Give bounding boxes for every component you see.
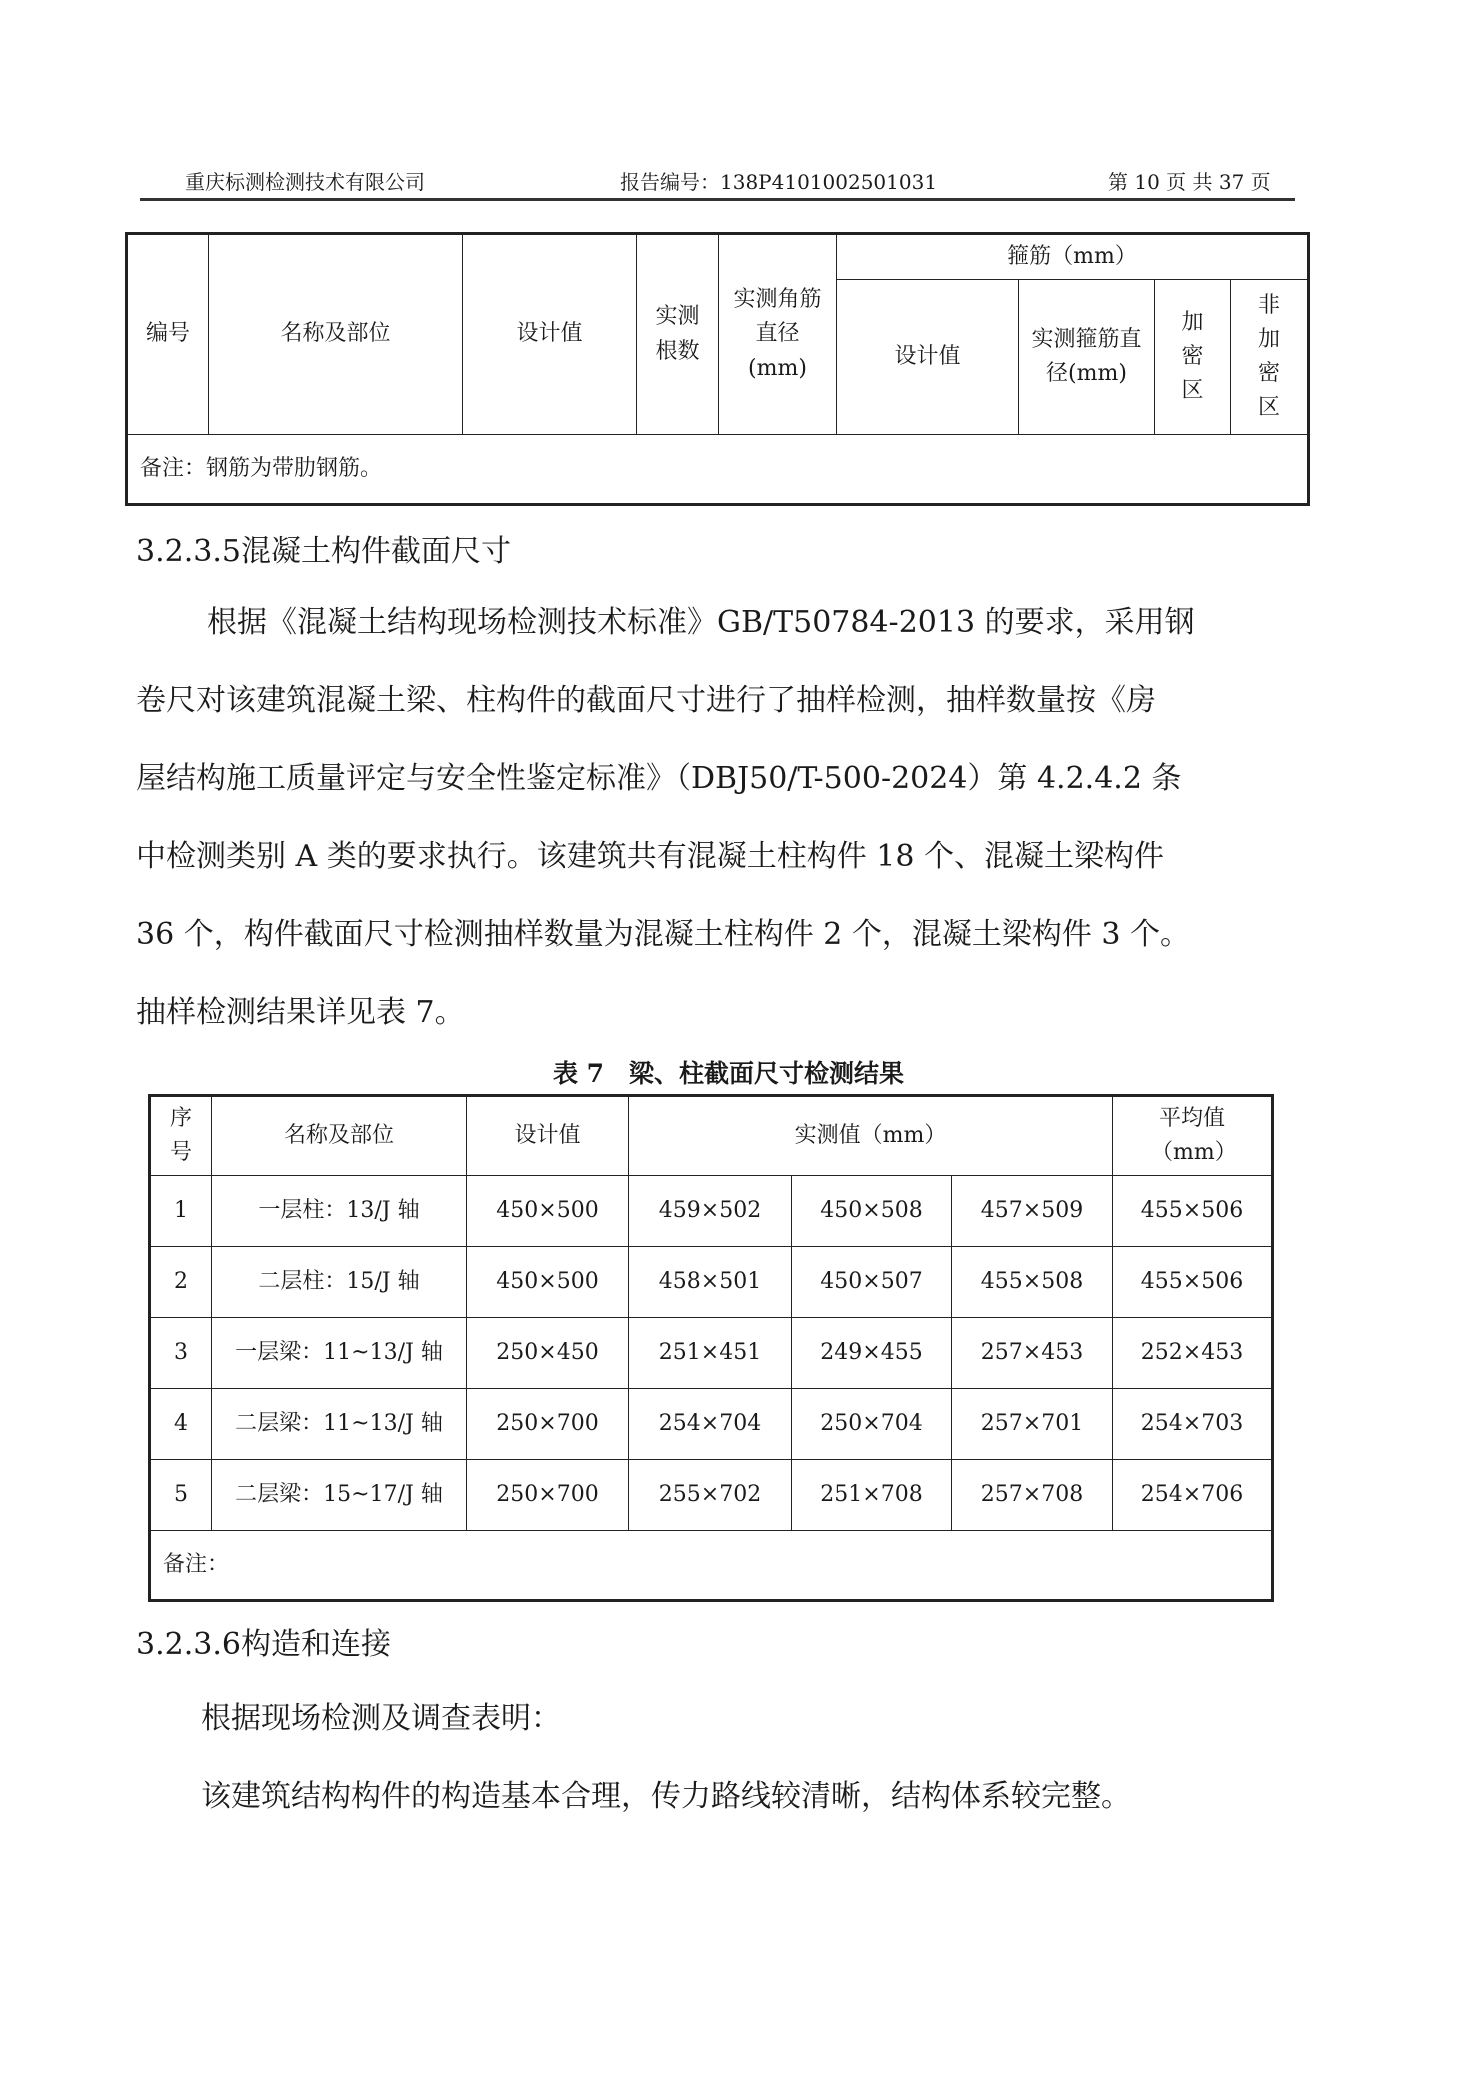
paragraph-line: 36 个，构件截面尺寸检测抽样数量为混凝土柱构件 2 个，混凝土梁构件 3 个。 [136, 917, 1191, 952]
table-row [150, 1389, 1273, 1460]
header-rule [140, 198, 1295, 201]
th-stirrup: 箍筋（mm） [837, 234, 1309, 280]
table-cell: 457×509 [952, 1176, 1113, 1247]
table-cell: 251×451 [629, 1318, 792, 1389]
table-cell: 250×704 [792, 1389, 952, 1460]
table-cell: 257×708 [952, 1460, 1113, 1531]
table-cell: 3 [150, 1318, 212, 1389]
table-cell: 249×455 [792, 1318, 952, 1389]
table-cell: 251×708 [792, 1460, 952, 1531]
section-paragraph [201, 1680, 1356, 1836]
table-cell: 5 [150, 1460, 212, 1531]
table-cell: 459×502 [629, 1176, 792, 1247]
table-cell: 二层柱：15/J 轴 [212, 1247, 467, 1318]
table-row [150, 1176, 1273, 1247]
table-cell: 250×450 [467, 1318, 629, 1389]
header-company: 重庆标测检测技术有限公司 [185, 170, 425, 194]
th-no: 编号 [127, 234, 209, 435]
table-cell: 二层梁：15~17/J 轴 [212, 1460, 467, 1531]
table-cell: 250×700 [467, 1389, 629, 1460]
th-avg: 平均值（mm） [1113, 1096, 1273, 1176]
table-row [150, 1460, 1273, 1531]
paragraph-line: 屋结构施工质量评定与安全性鉴定标准》（DBJ50/T-500-2024）第 4.2.4.2 条 [136, 761, 1182, 796]
table-cell: 450×508 [792, 1176, 952, 1247]
th-count: 实测根数 [637, 234, 719, 435]
table7-note: 备注： [150, 1531, 1273, 1601]
table-cell: 二层梁：11~13/J 轴 [212, 1389, 467, 1460]
table-cell: 455×506 [1113, 1176, 1273, 1247]
th-no: 序号 [150, 1096, 212, 1176]
table-cell: 254×703 [1113, 1389, 1273, 1460]
rebar-table [125, 232, 1310, 506]
th-non-dense: 非加密区 [1231, 280, 1309, 435]
header-page: 第 10 页 共 37 页 [1108, 170, 1271, 194]
table-caption: 表 7 梁、柱截面尺寸检测结果 [552, 1059, 905, 1088]
th-design: 设计值 [463, 234, 637, 435]
table-cell: 257×701 [952, 1389, 1113, 1460]
section-paragraph [136, 584, 1291, 1052]
table-cell: 一层柱：13/J 轴 [212, 1176, 467, 1247]
table-cell: 一层梁：11~13/J 轴 [212, 1318, 467, 1389]
table-cell: 450×500 [467, 1176, 629, 1247]
th-name: 名称及部位 [212, 1096, 467, 1176]
table-cell: 455×506 [1113, 1247, 1273, 1318]
section-heading: 3.2.3.6构造和连接 [136, 1627, 391, 1662]
table-cell: 257×453 [952, 1318, 1113, 1389]
paragraph-line: 中检测类别 A 类的要求执行。该建筑共有混凝土柱构件 18 个、混凝土梁构件 [136, 839, 1164, 874]
paragraph-line: 抽样检测结果详见表 7。 [136, 995, 465, 1030]
paragraph-line: 根据现场检测及调查表明： [201, 1701, 561, 1736]
table-cell: 458×501 [629, 1247, 792, 1318]
table-cell: 455×508 [952, 1247, 1113, 1318]
table-cell: 4 [150, 1389, 212, 1460]
table-cell: 450×507 [792, 1247, 952, 1318]
table6-note: 备注：钢筋为带肋钢筋。 [127, 435, 1309, 505]
table-cell: 254×704 [629, 1389, 792, 1460]
th-measured: 实测值（mm） [629, 1096, 1113, 1176]
table-cell: 254×706 [1113, 1460, 1273, 1531]
table-cell: 250×700 [467, 1460, 629, 1531]
table-cell: 255×702 [629, 1460, 792, 1531]
th-name: 名称及部位 [209, 234, 463, 435]
table-row [150, 1318, 1273, 1389]
section-heading: 3.2.3.5混凝土构件截面尺寸 [136, 534, 511, 569]
paragraph-line: 根据《混凝土结构现场检测技术标准》GB/T50784-2013 的要求，采用钢 [207, 605, 1195, 640]
th-stirrup-design: 设计值 [837, 280, 1019, 435]
table-cell: 252×453 [1113, 1318, 1273, 1389]
table-cell: 2 [150, 1247, 212, 1318]
table-cell: 450×500 [467, 1247, 629, 1318]
th-stirrup-measured: 实测箍筋直径(mm) [1019, 280, 1155, 435]
table-cell: 1 [150, 1176, 212, 1247]
table-row [150, 1247, 1273, 1318]
paragraph-line: 卷尺对该建筑混凝土梁、柱构件的截面尺寸进行了抽样检测，抽样数量按《房 [136, 683, 1156, 718]
section-size-table [148, 1094, 1274, 1602]
header-report-no: 报告编号：138P4101002501031 [620, 170, 938, 194]
th-dense: 加密区 [1155, 280, 1231, 435]
paragraph-line: 该建筑结构构件的构造基本合理，传力路线较清晰，结构体系较完整。 [201, 1779, 1131, 1814]
th-corner: 实测角筋直径(mm) [719, 234, 837, 435]
th-design: 设计值 [467, 1096, 629, 1176]
